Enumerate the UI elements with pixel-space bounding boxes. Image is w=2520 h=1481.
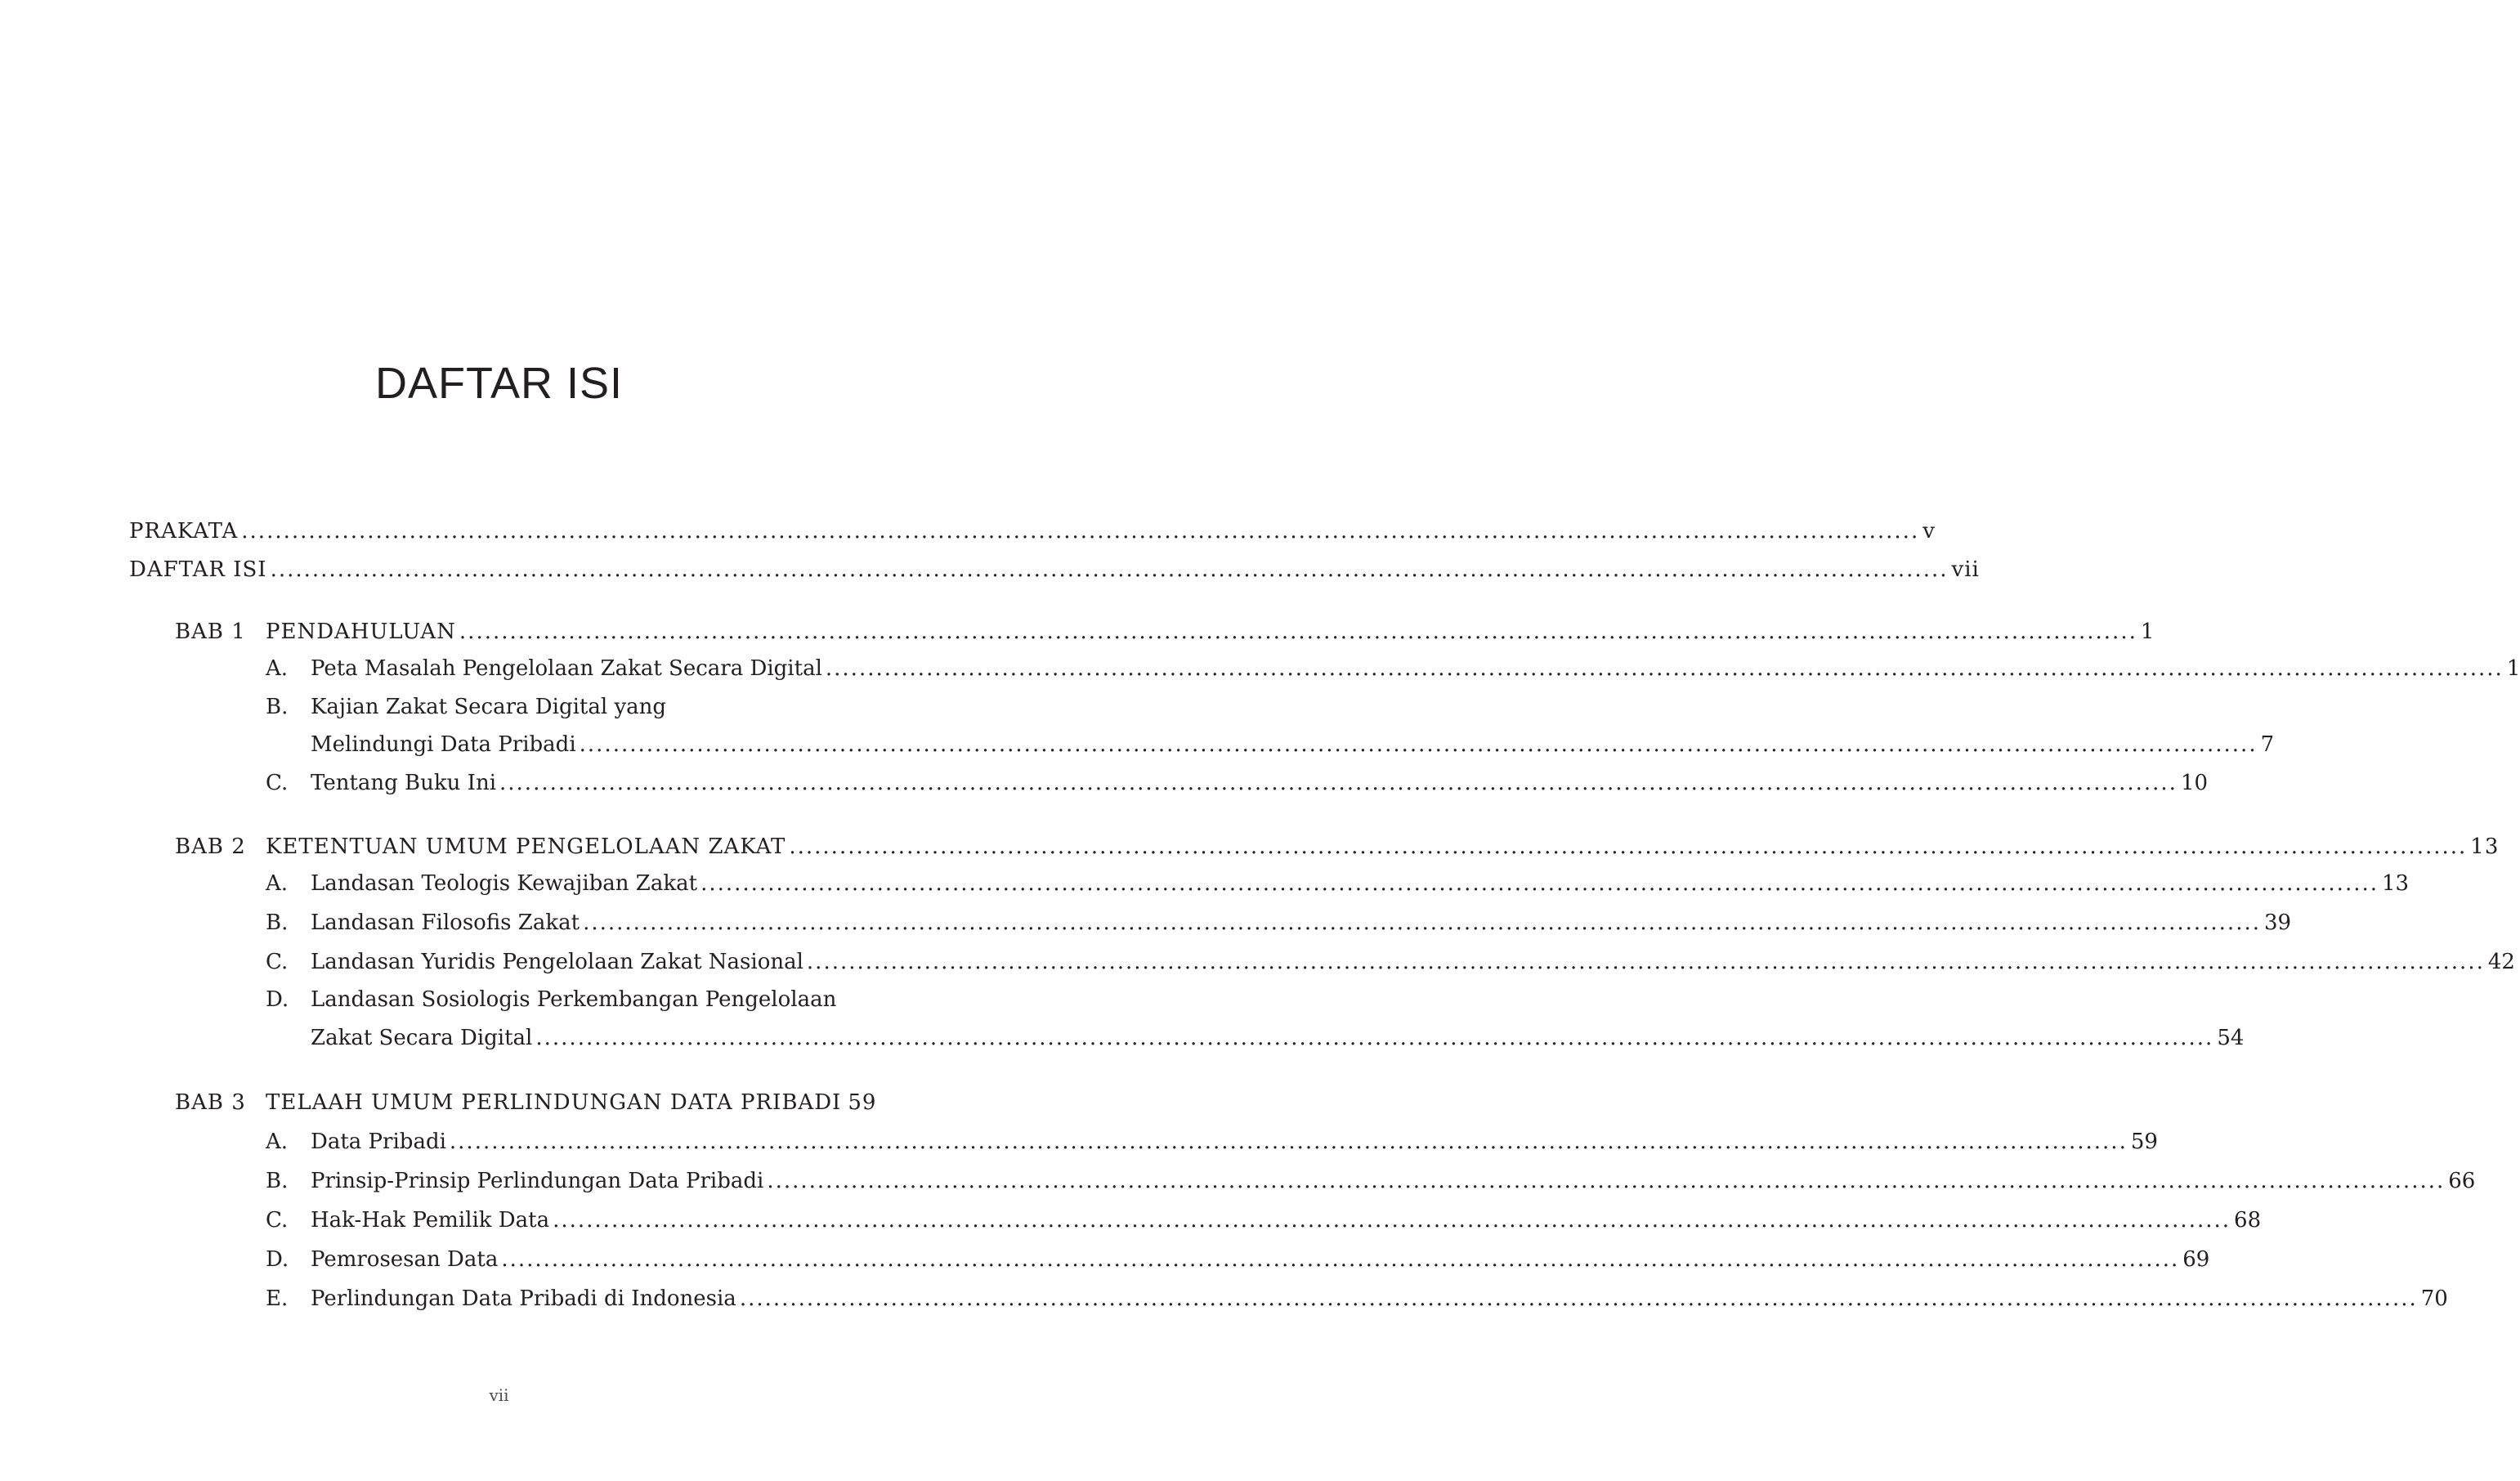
section-title: Pemrosesan Data [311,1247,499,1272]
section-page: 42 [2487,950,2515,974]
toc-section-1c[interactable] [311,771,2209,795]
section-title: Hak-Hak Pemilik Data [311,1208,550,1233]
toc-entry-page: v [1922,519,1936,544]
chapter-title: TELAAH UMUM PERLINDUNGAN DATA PRIBADI [266,1090,842,1115]
section-letter: A. [266,656,289,681]
leader-dots [700,871,2379,896]
leader-dots [789,834,2467,859]
chapter-page: 13 [2470,834,2500,859]
section-letter: C. [266,1208,289,1233]
section-letter: E. [266,1286,289,1311]
leader-dots [459,620,2137,644]
toc-section-3e[interactable] [311,1286,2448,1311]
section-title: Zakat Secara Digital [311,1026,533,1050]
toc-entry-prakata[interactable] [129,519,1936,544]
leader-dots [553,1208,2231,1233]
section-letter: D. [266,1247,289,1272]
section-letter: C. [266,771,289,795]
section-letter: D. [266,987,289,1012]
toc-section-3c[interactable] [311,1208,2262,1233]
section-letter: B. [266,911,289,935]
section-title: Melindungi Data Pribadi [311,732,576,757]
chapter-number: BAB 2 [175,834,246,859]
leader-dots [499,771,2178,795]
section-title: Peta Masalah Pengelolaan Zakat Secara Digital [311,656,822,681]
section-title-line[interactable]: Kajian Zakat Secara Digital yang [311,695,667,719]
toc-section-2b[interactable] [311,911,2292,935]
section-page: 13 [2382,871,2410,896]
section-page: 66 [2448,1169,2476,1193]
toc-section-1b[interactable] [311,732,2275,757]
toc-entry-label: PRAKATA [129,519,239,544]
section-letter: A. [266,1130,289,1154]
page-title: DAFTAR ISI [374,359,624,408]
section-page: 68 [2234,1208,2262,1233]
leader-dots [241,519,1919,544]
chapter-number: BAB 3 [175,1090,246,1115]
leader-dots [271,557,1949,582]
section-letter: B. [266,1169,289,1193]
section-title: Data Pribadi [311,1130,446,1154]
section-title-line[interactable]: Landasan Sosiologis Perkembangan Pengelolaan [311,987,837,1012]
toc-entry-daftar-isi[interactable] [129,557,1980,582]
toc-chapter-2[interactable] [266,834,2500,859]
section-page: 10 [2180,771,2209,795]
toc-chapter-3[interactable] [266,1090,877,1115]
toc-entry-page: vii [1951,557,1980,582]
toc-section-2c[interactable] [311,950,2515,974]
section-title: Landasan Yuridis Pengelolaan Zakat Nasional [311,950,803,974]
section-letter: B. [266,695,289,719]
section-title: Tentang Buku Ini [311,771,497,795]
chapter-number: BAB 1 [175,620,246,644]
toc-chapter-1[interactable] [266,620,2155,644]
leader-dots [501,1247,2179,1272]
leader-dots [583,911,2261,935]
section-title: Prinsip-Prinsip Perlindungan Data Pribadi [311,1169,764,1193]
section-page: 59 [2130,1130,2158,1154]
section-page: 39 [2264,911,2292,935]
leader-dots [826,656,2504,681]
leader-dots [807,950,2485,974]
section-page: 70 [2420,1286,2448,1311]
toc-section-3d[interactable] [311,1247,2210,1272]
section-page: 69 [2182,1247,2210,1272]
chapter-page: 1 [2140,620,2155,644]
toc-section-2d[interactable] [311,1026,2245,1050]
leader-dots [580,732,2258,757]
section-page: 7 [2260,732,2275,757]
toc-section-1a[interactable] [311,656,2520,681]
toc-section-2a[interactable] [311,871,2410,896]
leader-dots [767,1169,2445,1193]
leader-dots [535,1026,2213,1050]
chapter-page: 59 [848,1090,877,1115]
chapter-title: PENDAHULUAN [266,620,456,644]
toc-entry-label: DAFTAR ISI [129,557,267,582]
section-letter: C. [266,950,289,974]
leader-dots [740,1286,2418,1311]
leader-dots [450,1130,2128,1154]
section-title: Perlindungan Data Pribadi di Indonesia [311,1286,736,1311]
section-letter: A. [266,871,289,896]
page-number-footer: vii [489,1385,509,1405]
section-title: Landasan Teologis Kewajiban Zakat [311,871,698,896]
section-title: Landasan Filosofis Zakat [311,911,580,935]
toc-section-3a[interactable] [311,1130,2158,1154]
section-page: 54 [2217,1026,2245,1050]
toc-section-3b[interactable] [311,1169,2476,1193]
section-page: 1 [2506,656,2520,681]
chapter-title: KETENTUAN UMUM PENGELOLAAN ZAKAT [266,834,786,859]
